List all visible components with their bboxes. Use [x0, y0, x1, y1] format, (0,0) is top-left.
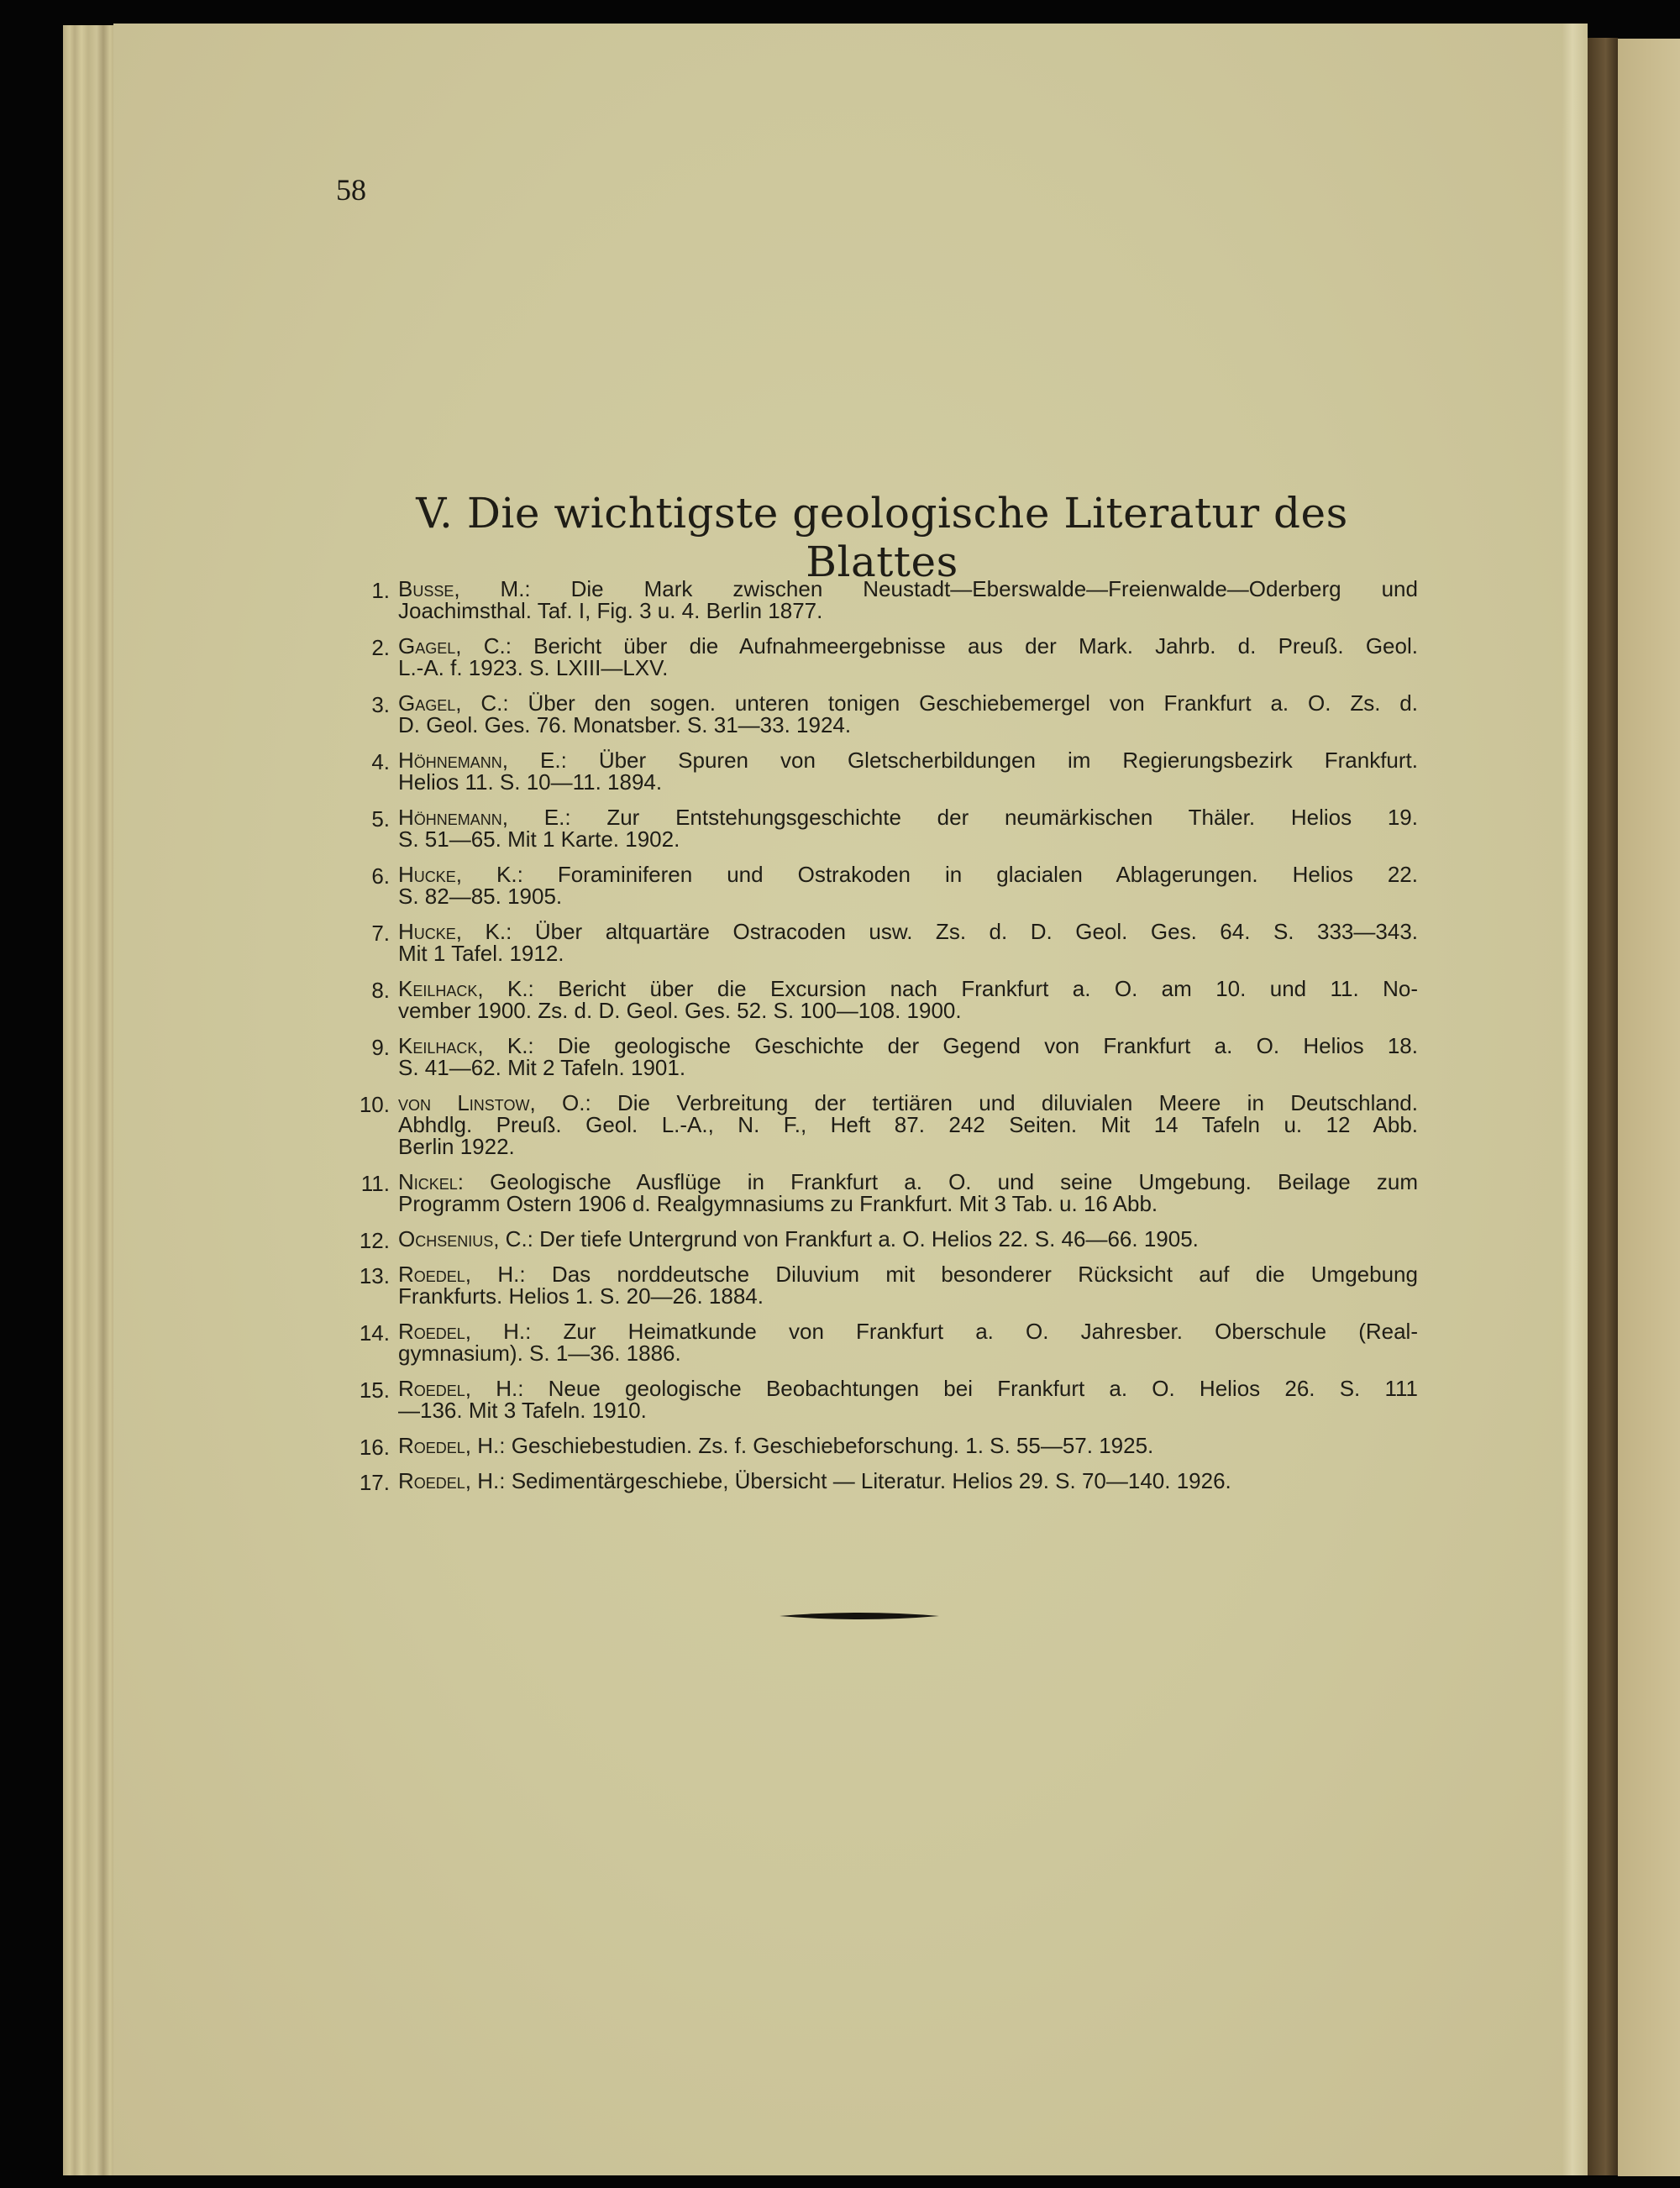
entry-line [398, 692, 1418, 714]
entry-author: Keilhack, K.: [398, 1033, 534, 1058]
entry-line [398, 1470, 1418, 1492]
entry-line [398, 635, 1418, 657]
book-gutter [1588, 38, 1618, 2175]
entry-number: 9. [371, 1035, 390, 1060]
entry-number: 8. [371, 978, 390, 1003]
entry-number: 12. [359, 1228, 390, 1253]
entry-line [398, 828, 1418, 850]
entry-author: Keilhack, K.: [398, 976, 534, 1001]
entry-text: L.-A. f. 1923. S. LXIII—LXV. [398, 655, 669, 680]
bibliography-entry [371, 576, 1418, 623]
entry-text: Programm Ostern 1906 d. Realgymnasiums zu Frankfurt. Mit 3 Tab. u. 16 Abb. [398, 1191, 1158, 1216]
entry-author: Gagel, C.: [398, 633, 512, 658]
entry-number: 17. [359, 1470, 390, 1495]
entry-line [398, 771, 1418, 793]
entry-number: 16. [359, 1435, 390, 1460]
entry-author: Busse, M.: [398, 576, 531, 601]
entry-number: 4. [371, 749, 390, 774]
entry-text: Zur Heimatkunde von Frankfurt a. O. Jahresber. Oberschule (Real- [563, 1319, 1418, 1344]
entry-line [398, 1263, 1418, 1285]
entry-text: Bericht über die Aufnahmeergebnisse aus der Mark. Jahrb. d. Preuß. Geol. [533, 633, 1418, 658]
entry-line [398, 1035, 1418, 1057]
entry-author: Ochsenius, C.: [398, 1226, 533, 1251]
entry-number: 7. [371, 921, 390, 946]
entry-line [398, 714, 1418, 736]
entry-line [398, 1057, 1418, 1078]
entry-text: Geologische Ausflüge in Frankfurt a. O. und seine Umgebung. Beilage zum [490, 1169, 1418, 1194]
entry-line [398, 1114, 1418, 1136]
entry-text: Über den sogen. unteren tonigen Geschiebemergel von Frankfurt a. O. Zs. d. [528, 690, 1418, 716]
entry-text: Bericht über die Excursion nach Frankfurt a. O. am 10. und 11. No- [558, 976, 1419, 1001]
entry-line [398, 921, 1418, 942]
bibliography-entry [359, 1433, 1418, 1460]
entry-line [398, 657, 1418, 679]
entry-text: —136. Mit 3 Tafeln. 1910. [398, 1398, 647, 1423]
entry-number: 14. [359, 1320, 390, 1346]
entry-author: Gagel, C.: [398, 690, 509, 716]
entry-line [398, 806, 1418, 828]
entry-text: Das norddeutsche Diluvium mit besonderer Rücksicht auf die Umgebung [551, 1262, 1418, 1287]
entry-text: Geschiebestudien. Zs. f. Geschiebeforschung. 1. S. 55—57. 1925. [511, 1433, 1154, 1458]
page-number: 58 [336, 173, 366, 207]
bibliography-entry [359, 1376, 1418, 1423]
entry-text: S. 41—62. Mit 2 Tafeln. 1901. [398, 1055, 686, 1080]
section-title: V. Die wichtigste geologische Literatur des Blattes [416, 489, 1348, 586]
entry-text: Joachimsthal. Taf. I, Fig. 3 u. 4. Berlin 1877. [398, 598, 823, 623]
entry-author: Roedel, H.: [398, 1468, 506, 1493]
entry-text: Neue geologische Beobachtungen bei Frankfurt a. O. Helios 26. S. 111 [548, 1376, 1418, 1401]
entry-line [398, 1435, 1418, 1456]
bibliography-entry [371, 805, 1418, 852]
entry-author: Höhnemann, E.: [398, 805, 571, 830]
entry-line [398, 1136, 1418, 1157]
entry-author: Hucke, K.: [398, 862, 523, 887]
entry-text: Berlin 1922. [398, 1134, 515, 1159]
next-page-edge [1618, 39, 1680, 2176]
entry-line [398, 942, 1418, 964]
bibliography-entry [371, 690, 1418, 737]
entry-line [398, 578, 1418, 600]
entry-author: von Linstow, O.: [398, 1090, 591, 1115]
entry-text: Die Verbreitung der tertiären und diluvialen Meere in Deutschland. [617, 1090, 1418, 1115]
entry-line [398, 1193, 1418, 1215]
entry-text: vember 1900. Zs. d. D. Geol. Ges. 52. S. 100—108. 1900. [398, 998, 962, 1023]
entry-text: S. 82—85. 1905. [398, 884, 563, 909]
entry-text: Die geologische Geschichte der Gegend von Frankfurt a. O. Helios 18. [557, 1033, 1418, 1058]
entry-line [398, 1092, 1418, 1114]
entry-text: Über Spuren von Gletscherbildungen im Regierungsbezirk Frankfurt. [598, 748, 1418, 773]
entry-text: S. 51—65. Mit 1 Karte. 1902. [398, 826, 680, 852]
entry-number: 5. [371, 806, 390, 832]
entry-author: Roedel, H.: [398, 1262, 526, 1287]
bibliography-entry [360, 1169, 1418, 1216]
closing-ornament-rule [780, 1609, 939, 1623]
page-fold [1562, 24, 1588, 2175]
entry-text: gymnasium). S. 1—36. 1886. [398, 1341, 681, 1366]
bibliography-entry [359, 1319, 1418, 1366]
entry-line [398, 1228, 1418, 1250]
entry-author: Nickel: [398, 1169, 465, 1194]
bibliography-list [359, 576, 1419, 1505]
entry-text: Die Mark zwischen Neustadt—Eberswalde—Freienwalde—Oderberg und [570, 576, 1418, 601]
bibliography-entry [371, 1033, 1418, 1080]
bibliography-entry [371, 862, 1418, 909]
entry-line [398, 1377, 1418, 1399]
entry-text: D. Geol. Ges. 76. Monatsber. S. 31—33. 1924. [398, 712, 852, 737]
bibliography-entry [359, 1226, 1418, 1253]
bibliography-entry [359, 1262, 1418, 1309]
bibliography-entry [359, 1468, 1418, 1495]
entry-author: Roedel, H.: [398, 1319, 532, 1344]
entry-number: 13. [359, 1263, 390, 1288]
entry-number: 1. [371, 578, 390, 603]
entry-number: 6. [371, 863, 390, 889]
entry-author: Höhnemann, E.: [398, 748, 567, 773]
entry-line [398, 600, 1418, 622]
entry-line [398, 863, 1418, 885]
entry-line [398, 1285, 1418, 1307]
entry-number: 10. [359, 1092, 390, 1117]
entry-line [398, 1342, 1418, 1364]
entry-text: Der tiefe Untergrund von Frankfurt a. O. Helios 22. S. 46—66. 1905. [539, 1226, 1199, 1251]
entry-number: 2. [371, 635, 390, 660]
entry-text: Frankfurts. Helios 1. S. 20—26. 1884. [398, 1283, 764, 1309]
bibliography-entry [371, 748, 1418, 795]
entry-text: Sedimentärgeschiebe, Übersicht — Literatur. Helios 29. S. 70—140. 1926. [511, 1468, 1231, 1493]
entry-author: Hucke, K.: [398, 919, 512, 944]
bibliography-entry [371, 633, 1418, 680]
entry-line [398, 1320, 1418, 1342]
entry-line [398, 978, 1418, 1000]
entry-text: Über altquartäre Ostracoden usw. Zs. d. D. Geol. Ges. 64. S. 333—343. [534, 919, 1418, 944]
entry-author: Roedel, H.: [398, 1433, 506, 1458]
entry-number: 11. [360, 1171, 390, 1196]
entry-number: 15. [359, 1377, 390, 1403]
entry-text: Mit 1 Tafel. 1912. [398, 941, 564, 966]
entry-text: Abhdlg. Preuß. Geol. L.-A., N. F., Heft 87. 242 Seiten. Mit 14 Tafeln u. 12 Abb. [398, 1112, 1418, 1137]
entry-text: Helios 11. S. 10—11. 1894. [398, 769, 663, 795]
entry-line [398, 885, 1418, 907]
entry-text: Foraminiferen und Ostrakoden in glacialen Ablagerungen. Helios 22. [557, 862, 1418, 887]
bibliography-entry [371, 976, 1419, 1023]
entry-line [398, 1000, 1418, 1021]
entry-line [398, 1171, 1418, 1193]
entry-author: Roedel, H.: [398, 1376, 524, 1401]
entry-number: 3. [371, 692, 390, 717]
bibliography-entry [371, 919, 1418, 966]
bibliography-entry [359, 1090, 1418, 1159]
entry-line [398, 1399, 1418, 1421]
entry-line [398, 749, 1418, 771]
entry-text: Zur Entstehungsgeschichte der neumärkischen Thäler. Helios 19. [606, 805, 1418, 830]
